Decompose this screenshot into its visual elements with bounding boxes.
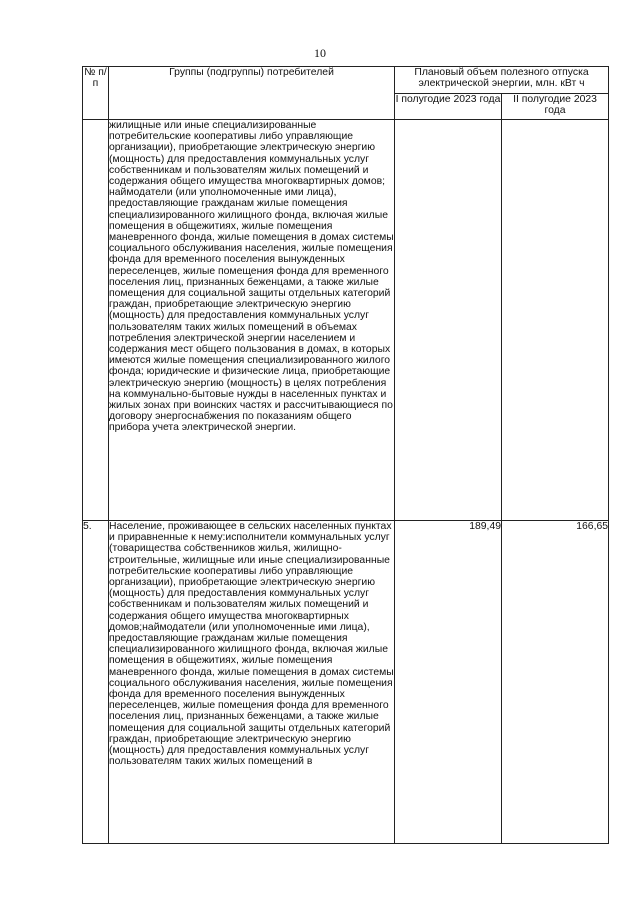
table-row [83,521,609,844]
table-row [83,120,609,521]
header-volume: Плановый объем полезного отпуска электрической энергии, млн. кВт ч [395,67,609,94]
header-group: Группы (подгруппы) потребителей [109,67,395,120]
row-num [83,120,109,521]
half1-value: 189,49 [395,521,502,844]
half1-value [395,120,502,521]
half2-value: 166,65 [502,521,609,844]
group-text: жилищные или иные специализированные потребительские кооперативы либо управляющие организации), приобретающие электрическую энергию (мощность) для предоставления коммунальных услуг собственникам и пользователям жилых помещений и содержания общего имущества многоквартирных домов; наймодатели (или уполномоченные ими лица), предоставляющие гражданам жилые помещения специализированного жилищного фонда, включая жилые помещения в общежитиях, жилые помещения маневренного фонда, жилые помещения в домах системы социального обслуживания населения, жилые помещения фонда для временного поселения вынужденных переселенцев, жилые помещения фонда для временного поселения лиц, признанных беженцами, а также жилые помещения для социальной защиты отдельных категорий граждан, приобретающие электрическую энергию (мощность) для предоставления коммунальных услуг пользователям таких жилых помещений в объемах потребления электрической энергии населением и содержания мест общего пользования в домах, в которых имеются жилые помещения специализированного жилого фонда; юридические и физические лица, приобретающие электрическую энергию (мощность) в целях потребления на коммунально-бытовые нужды в населенных пунктах и жилых зонах при воинских частях и рассчитывающиеся по договору энергоснабжения по показаниям общего прибора учета электрической энергии. [109,120,394,434]
consumer-groups-table [82,66,609,844]
page-number: 10 [314,46,326,60]
half2-value [502,120,609,521]
header-half2: II полугодие 2023 года [502,93,609,120]
row-num: 5. [83,521,109,844]
header-num: № п/п [83,67,109,120]
group-text: Население, проживающее в сельских населенных пунктах и приравненные к нему:исполнители коммунальных услуг (товарищества собственников жилья, жилищно-строительные, жилищные или иные специализированные потребительские кооперативы либо управляющие организации), приобретающие электрическую энергию (мощность) для предоставления коммунальных услуг собственникам и пользователям жилых помещений и содержания общего имущества многоквартирных домов;наймодатели (или уполномоченные ими лица), предоставляющие гражданам жилые помещения специализированного жилищного фонда, включая жилые помещения в общежитиях, жилые помещения маневренного фонда, жилые помещения в домах системы социального обслуживания населения, жилые помещения фонда для временного поселения вынужденных переселенцев, жилые помещения фонда для временного поселения лиц, признанных беженцами, а также жилые помещения для социальной защиты отдельных категорий граждан, приобретающие электрическую энергию (мощность) для предоставления коммунальных услуг пользователям таких жилых помещений в [109,521,394,768]
header-half1: I полугодие 2023 года [395,93,502,120]
group-description [109,120,395,521]
group-description [109,521,395,844]
